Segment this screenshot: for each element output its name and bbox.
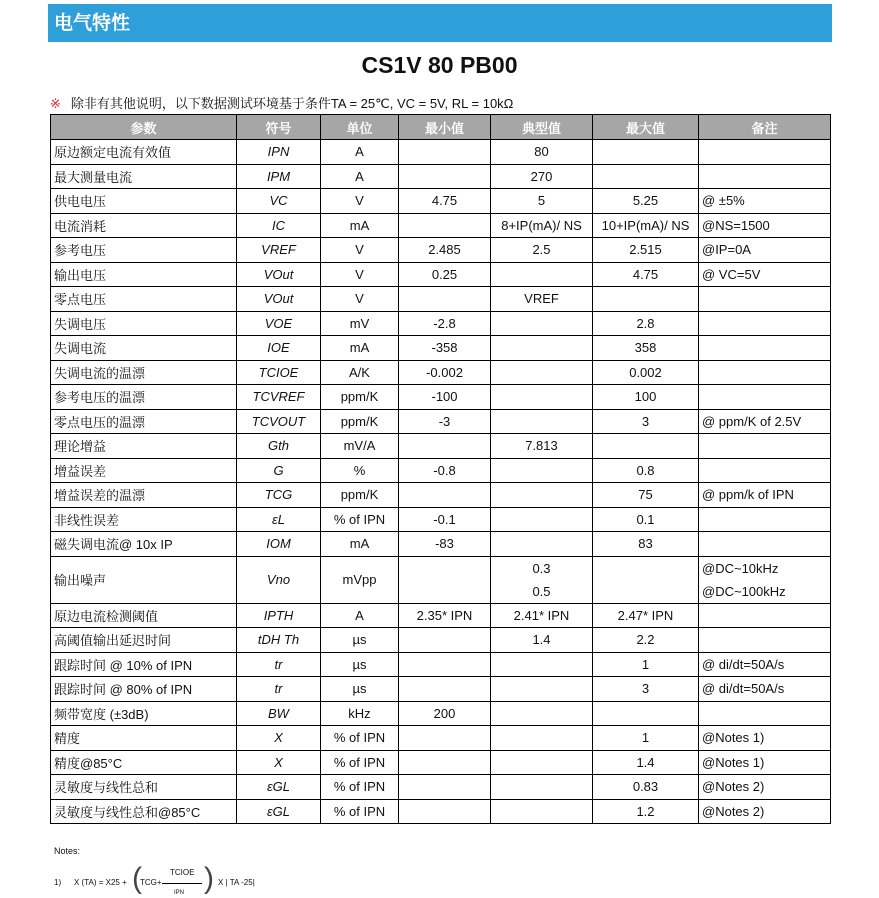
symbol-cell: IPTH [237,603,321,628]
typ-cell [491,652,593,677]
note-cell: @ ppm/k of IPN [699,483,831,508]
note-cell [699,360,831,385]
col-header: 最小值 [399,115,491,140]
max-cell [593,287,699,312]
unit-cell: kHz [321,701,399,726]
min-cell: -83 [399,532,491,557]
min-cell [399,164,491,189]
table-row [51,507,831,532]
min-cell [399,750,491,775]
table-row [51,164,831,189]
col-header: 单位 [321,115,399,140]
col-header: 典型值 [491,115,593,140]
typ-cell: 1.4 [491,628,593,653]
param-cell: 输出电压 [51,262,237,287]
table-row [51,213,831,238]
typ-cell: 2.41* IPN [491,603,593,628]
min-cell [399,287,491,312]
note-cell [699,507,831,532]
table-row [51,360,831,385]
note-cell [699,434,831,459]
max-cell: 75 [593,483,699,508]
symbol-cell: BW [237,701,321,726]
param-cell: 增益误差 [51,458,237,483]
table-row [51,409,831,434]
symbol-cell: TCVOUT [237,409,321,434]
param-cell: 理论增益 [51,434,237,459]
min-cell: 4.75 [399,189,491,214]
param-cell: 失调电流 [51,336,237,361]
table-row [51,238,831,263]
symbol-cell: G [237,458,321,483]
note-cell [699,311,831,336]
min-cell: -2.8 [399,311,491,336]
param-cell: 零点电压的温漂 [51,409,237,434]
accuracy-formula [54,864,354,898]
test-condition [50,93,513,112]
formula-tcg: TCG+ [140,878,162,887]
unit-cell: A [321,603,399,628]
typ-cell: VREF [491,287,593,312]
note-cell [699,532,831,557]
unit-cell: µs [321,677,399,702]
table-row [51,652,831,677]
param-cell: 非线性误差 [51,507,237,532]
min-cell: 2.485 [399,238,491,263]
unit-cell: µs [321,628,399,653]
note-cell: @ VC=5V [699,262,831,287]
note-cell: @ ±5% [699,189,831,214]
max-cell: 1 [593,726,699,751]
table-row [51,775,831,800]
table-row [51,628,831,653]
table-row [51,726,831,751]
symbol-cell: TCIOE [237,360,321,385]
note-cell: @Notes 1) [699,726,831,751]
min-cell [399,556,491,603]
typ-cell [491,458,593,483]
param-cell: 参考电压 [51,238,237,263]
min-cell: -3 [399,409,491,434]
table-row [51,385,831,410]
table-row [51,189,831,214]
table-row [51,311,831,336]
typ-cell [491,385,593,410]
table-row [51,140,831,165]
param-cell: 参考电压的温漂 [51,385,237,410]
min-cell [399,652,491,677]
max-cell: 0.002 [593,360,699,385]
symbol-cell: Vno [237,556,321,603]
typ-cell [491,507,593,532]
col-header: 备注 [699,115,831,140]
max-cell: 1.2 [593,799,699,824]
min-cell [399,434,491,459]
param-cell: 精度 [51,726,237,751]
note-cell [699,287,831,312]
param-cell: 供电电压 [51,189,237,214]
symbol-cell: εGL [237,799,321,824]
min-cell: -0.1 [399,507,491,532]
param-cell: 电流消耗 [51,213,237,238]
symbol-cell: X [237,726,321,751]
typ-cell [491,775,593,800]
min-cell [399,726,491,751]
table-row [51,799,831,824]
max-cell: 5.25 [593,189,699,214]
typ-cell [491,262,593,287]
note-cell: @ ppm/K of 2.5V [699,409,831,434]
param-cell: 灵敏度与线性总和@85°C [51,799,237,824]
symbol-cell: TCVREF [237,385,321,410]
unit-cell: mA [321,336,399,361]
param-cell: 增益误差的温漂 [51,483,237,508]
symbol-cell: X [237,750,321,775]
spec-table [50,114,831,824]
max-cell: 2.2 [593,628,699,653]
typ-cell [491,336,593,361]
note-cell: @Notes 2) [699,775,831,800]
max-cell [593,556,699,603]
max-cell: 83 [593,532,699,557]
typ-cell [491,556,593,603]
min-cell: 200 [399,701,491,726]
table-row [51,677,831,702]
max-cell: 2.8 [593,311,699,336]
symbol-cell: IOE [237,336,321,361]
unit-cell: mVpp [321,556,399,603]
typ-cell: 2.5 [491,238,593,263]
col-header: 符号 [237,115,321,140]
typ-cell: 80 [491,140,593,165]
table-row-noise [51,556,831,603]
formula-lhs: X (TA) = X25 + [74,878,127,887]
max-cell [593,701,699,726]
max-cell: 3 [593,677,699,702]
symbol-cell: εGL [237,775,321,800]
max-cell [593,434,699,459]
note-cell [699,140,831,165]
note-cell: @ di/dt=50A/s [699,677,831,702]
table-row [51,287,831,312]
param-cell: 零点电压 [51,287,237,312]
symbol-cell: VC [237,189,321,214]
min-cell [399,213,491,238]
typ-cell: 7.813 [491,434,593,459]
param-cell: 原边电流检测阈值 [51,603,237,628]
note-cell [699,164,831,189]
typ-cell [491,677,593,702]
max-cell: 1 [593,652,699,677]
note-cell [699,385,831,410]
fraction-line [162,883,202,884]
min-cell [399,799,491,824]
condition-text: 除非有其他说明，以下数据测试环境基于条件T [70,96,338,111]
section-banner: 电气特性 [48,4,832,42]
unit-cell: % of IPN [321,726,399,751]
param-cell: 灵敏度与线性总和 [51,775,237,800]
max-cell: 2.47* IPN [593,603,699,628]
unit-cell: % of IPN [321,507,399,532]
symbol-cell: IPN [237,140,321,165]
symbol-cell: VOut [237,287,321,312]
max-cell: 100 [593,385,699,410]
param-cell: 原边额定电流有效值 [51,140,237,165]
unit-cell: mV/A [321,434,399,459]
note-value: @DC~10kHz [702,560,779,576]
note-cell [699,458,831,483]
note-cell: @Notes 1) [699,750,831,775]
param-cell: 跟踪时间 @ 80% of IPN [51,677,237,702]
table-row [51,701,831,726]
min-cell: 0.25 [399,262,491,287]
max-cell: 10+IP(mA)/ NS [593,213,699,238]
symbol-cell: VOut [237,262,321,287]
unit-cell: % of IPN [321,799,399,824]
max-cell: 1.4 [593,750,699,775]
typ-cell [491,532,593,557]
unit-cell: V [321,262,399,287]
unit-cell: A [321,164,399,189]
param-cell: 频带宽度 (±3dB) [51,701,237,726]
note-cell [699,556,831,603]
min-cell: -358 [399,336,491,361]
typ-cell [491,726,593,751]
max-cell [593,164,699,189]
notes-label: Notes: [54,846,81,856]
min-cell [399,140,491,165]
min-cell: -0.8 [399,458,491,483]
table-row [51,458,831,483]
table-row [51,262,831,287]
symbol-cell: εL [237,507,321,532]
min-cell [399,628,491,653]
unit-cell: % [321,458,399,483]
condition-ta: A = 25℃, V [337,96,406,111]
unit-cell: V [321,238,399,263]
typ-cell: 270 [491,164,593,189]
unit-cell: V [321,189,399,214]
note-mark: ※ [50,96,61,111]
symbol-cell: IC [237,213,321,238]
max-cell [593,140,699,165]
note-value: @DC~100kHz [702,583,786,599]
max-cell: 0.8 [593,458,699,483]
condition-vc: C = 5V, R [405,96,462,111]
unit-cell: A [321,140,399,165]
formula-numerator: TCIOE [170,868,195,877]
note-cell [699,701,831,726]
unit-cell: ppm/K [321,483,399,508]
unit-cell: mA [321,213,399,238]
max-cell: 358 [593,336,699,361]
col-header: 最大值 [593,115,699,140]
typ-cell [491,750,593,775]
param-cell: 最大测量电流 [51,164,237,189]
symbol-cell: tDH Th [237,628,321,653]
typ-value: 0.5 [532,583,551,599]
typ-cell [491,360,593,385]
min-cell: 2.35* IPN [399,603,491,628]
param-cell: 失调电流的温漂 [51,360,237,385]
min-cell [399,775,491,800]
table-header-row [51,115,831,140]
note-cell: @ di/dt=50A/s [699,652,831,677]
symbol-cell: VOE [237,311,321,336]
unit-cell: % of IPN [321,750,399,775]
note-cell: @Notes 2) [699,799,831,824]
max-cell: 3 [593,409,699,434]
typ-cell [491,311,593,336]
col-header: 参数 [51,115,237,140]
param-cell: 输出噪声 [51,556,237,603]
page-title: CS1V 80 PB00 [361,52,518,78]
note-cell: @NS=1500 [699,213,831,238]
typ-cell [491,409,593,434]
table-row [51,336,831,361]
unit-cell: A/K [321,360,399,385]
unit-cell: V [321,287,399,312]
close-paren: ) [204,862,214,895]
formula-index: 1) [54,878,62,887]
unit-cell: % of IPN [321,775,399,800]
condition-rl: L = 10kΩ [461,96,514,111]
symbol-cell: Gth [237,434,321,459]
table-row [51,483,831,508]
table-row [51,532,831,557]
unit-cell: mV [321,311,399,336]
min-cell [399,677,491,702]
symbol-cell: tr [237,652,321,677]
max-cell: 0.83 [593,775,699,800]
param-cell: 高阈值输出延迟时间 [51,628,237,653]
symbol-cell: IOM [237,532,321,557]
typ-cell [491,701,593,726]
table-row [51,603,831,628]
max-cell: 0.1 [593,507,699,532]
symbol-cell: tr [237,677,321,702]
param-cell: 精度@85°C [51,750,237,775]
unit-cell: ppm/K [321,385,399,410]
symbol-cell: TCG [237,483,321,508]
typ-cell [491,799,593,824]
min-cell: -100 [399,385,491,410]
min-cell: -0.002 [399,360,491,385]
open-paren: ( [132,862,142,895]
typ-cell [491,483,593,508]
max-cell: 4.75 [593,262,699,287]
symbol-cell: IPM [237,164,321,189]
param-cell: 磁失调电流@ 10x IP [51,532,237,557]
typ-cell: 8+IP(mA)/ NS [491,213,593,238]
min-cell [399,483,491,508]
unit-cell: µs [321,652,399,677]
note-cell [699,628,831,653]
max-cell: 2.515 [593,238,699,263]
formula-rhs: X | TA -25| [218,878,255,887]
table-row [51,434,831,459]
table-row [51,750,831,775]
unit-cell: ppm/K [321,409,399,434]
param-cell: 失调电压 [51,311,237,336]
symbol-cell: VREF [237,238,321,263]
typ-cell: 5 [491,189,593,214]
note-cell: @IP=0A [699,238,831,263]
note-cell [699,336,831,361]
formula-denominator: IPN [174,890,185,896]
param-cell: 跟踪时间 @ 10% of IPN [51,652,237,677]
typ-value: 0.3 [532,560,551,576]
unit-cell: mA [321,532,399,557]
note-cell [699,603,831,628]
